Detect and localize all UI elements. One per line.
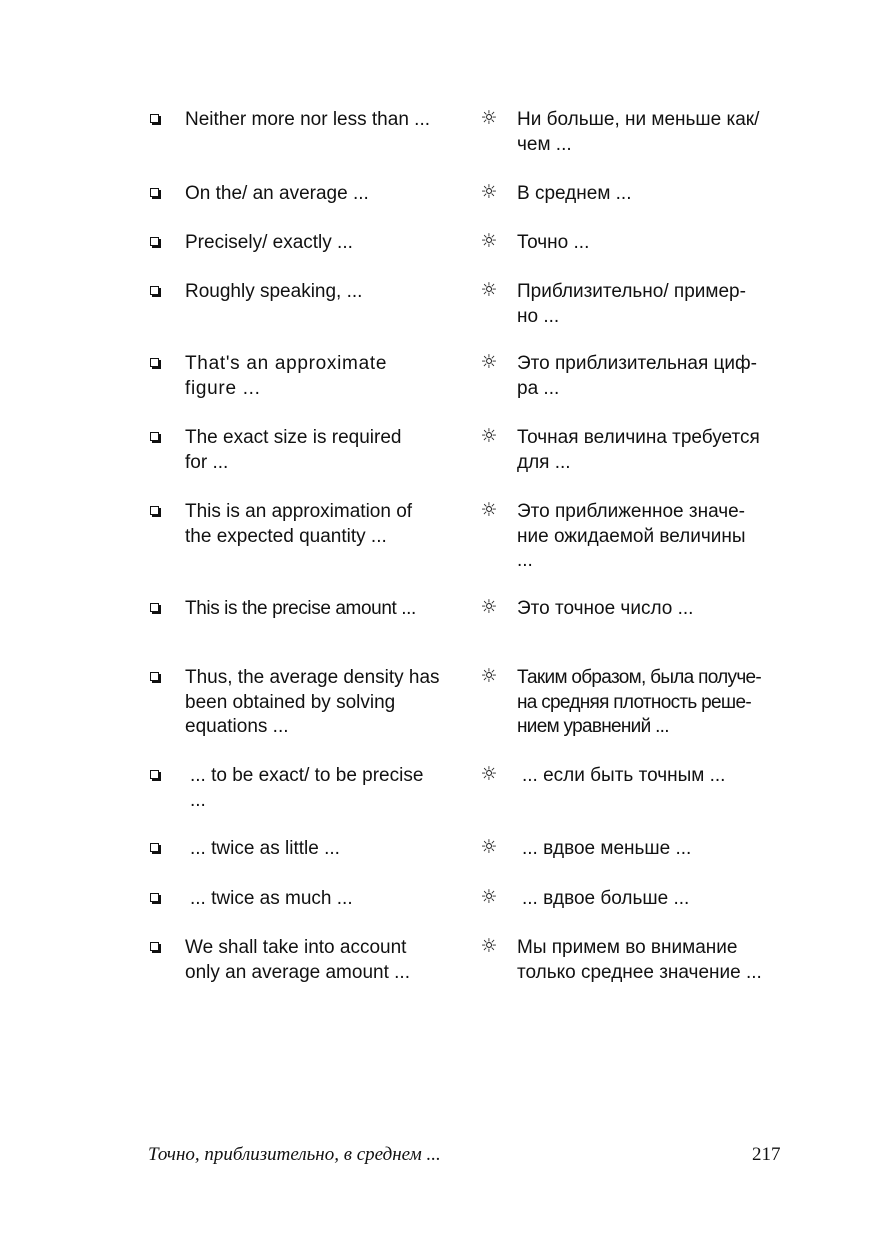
english-phrase: Precisely/ exactly ... [185,232,353,253]
russian-translation: Точная величина требуется для ... [517,427,760,473]
checkbox-bullet-icon [150,432,159,441]
sun-icon: ☼ [480,665,498,687]
russian-translation: Мы примем во внимание только среднее значение ... [517,937,762,983]
russian-translation: Это точное число ... [517,598,694,619]
russian-translation: Это приблизительная циф- ра ... [517,353,758,399]
russian-translation: В среднем ... [517,183,632,204]
russian-translation: Это приближенное значе- ние ожидаемой величины ... [517,501,746,571]
checkbox-bullet-icon [150,188,159,197]
english-phrase: This is an approximation of the expected quantity ... [185,501,413,547]
english-phrase: ... twice as little ... [190,838,340,859]
checkbox-bullet-icon [150,114,159,123]
sun-icon: ☼ [480,425,498,447]
running-footer-title: Точно, приблизительно, в среднем ... [148,1144,441,1165]
english-phrase: ... to be exact/ to be precise ... [190,765,424,811]
checkbox-bullet-icon [150,506,159,515]
russian-translation: Точно ... [517,232,590,253]
russian-translation: Приблизительно/ пример- но ... [517,281,746,327]
checkbox-bullet-icon [150,603,159,612]
checkbox-bullet-icon [150,942,159,951]
sun-icon: ☼ [480,935,498,957]
russian-translation: ... вдвое меньше ... [522,838,692,859]
english-phrase: Neither more nor less than ... [185,109,430,130]
sun-icon: ☼ [480,230,498,252]
checkbox-bullet-icon [150,358,159,367]
russian-translation: Таким образом, была получе- на средняя плотность реше- нием уравнений ... [517,667,762,737]
sun-icon: ☼ [480,279,498,301]
russian-translation: ... вдвое больше ... [522,888,690,909]
sun-icon: ☼ [480,836,498,858]
checkbox-bullet-icon [150,237,159,246]
page-number: 217 [752,1144,781,1165]
sun-icon: ☼ [480,181,498,203]
russian-translation: ... если быть точным ... [522,765,726,786]
sun-icon: ☼ [480,107,498,129]
english-phrase: On the/ an average ... [185,183,369,204]
checkbox-bullet-icon [150,893,159,902]
checkbox-bullet-icon [150,672,159,681]
sun-icon: ☼ [480,499,498,521]
russian-translation: Ни больше, ни меньше как/ чем ... [517,109,760,155]
english-phrase: That's an approximate figure ... [185,353,388,399]
english-phrase: Roughly speaking, ... [185,281,363,302]
sun-icon: ☼ [480,886,498,908]
english-phrase: ... twice as much ... [190,888,353,909]
sun-icon: ☼ [480,596,498,618]
english-phrase: We shall take into account only an average amount ... [185,937,410,983]
sun-icon: ☼ [480,763,498,785]
checkbox-bullet-icon [150,770,159,779]
checkbox-bullet-icon [150,843,159,852]
english-phrase: Thus, the average density has been obtained by solving equations ... [185,667,440,737]
checkbox-bullet-icon [150,286,159,295]
sun-icon: ☼ [480,351,498,373]
english-phrase: The exact size is required for ... [185,427,402,473]
english-phrase: This is the precise amount ... [185,598,416,619]
